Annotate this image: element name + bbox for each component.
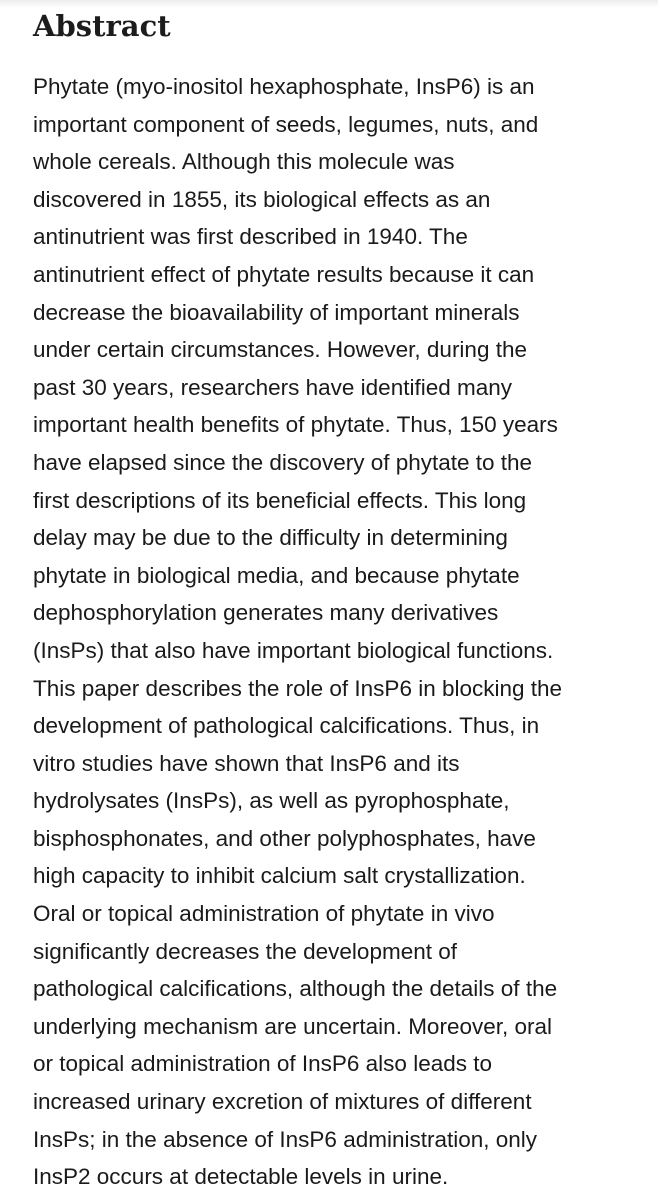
text-line: past 30 years, researchers have identified many [33,374,513,400]
text-line: hydrolysates (InsPs), as well as pyrophosphate, [33,788,510,814]
text-line: discovered in 1855, its biological effects as an [33,186,491,212]
text-line: This paper describes the role of InsP6 in blocking the [33,675,563,701]
text-line: first descriptions of its beneficial effects. This long [33,487,527,513]
text-line: Oral or topical administration of phytate in vivo [33,901,495,927]
text-line: delay may be due to the difficulty in determining [33,525,508,551]
text-line: antinutrient was first described in 1940. The [33,224,468,250]
text-line: or topical administration of InsP6 also leads to [33,1051,492,1077]
top-shadow [0,0,658,8]
text-line: underlying mechanism are uncertain. Moreover, oral [33,1013,553,1039]
text-line: InsP2 occurs at detectable levels in urine. [33,1164,449,1190]
section-heading: Abstract [33,9,171,43]
text-line: development of pathological calcifications. Thus, in [33,713,540,739]
text-line: high capacity to inhibit calcium salt crystallization. [33,863,526,889]
text-line: dephosphorylation generates many derivatives [33,600,499,626]
text-line: important component of seeds, legumes, nuts, and [33,111,539,137]
text-line: decrease the bioavailability of important minerals [33,299,520,325]
text-line: whole cereals. Although this molecule was [33,149,455,175]
text-line: bisphosphonates, and other polyphosphates, have [33,825,536,851]
text-line: vitro studies have shown that InsP6 and its [33,750,460,776]
text-line: have elapsed since the discovery of phytate to the [33,449,533,475]
text-line: significantly decreases the development of [33,938,457,964]
text-line: phytate in biological media, and because phytate [33,562,520,588]
text-line: under certain circumstances. However, during the [33,337,527,363]
text-line: (InsPs) that also have important biological functions. [33,637,554,663]
text-line: pathological calcifications, although the details of the [33,976,558,1002]
text-line: important health benefits of phytate. Thus, 150 years [33,412,558,438]
text-line: antinutrient effect of phytate results because it can [33,261,535,287]
abstract-text [33,68,641,1196]
text-line: increased urinary excretion of mixtures of different [33,1089,532,1115]
text-line: InsPs; in the absence of InsP6 administration, only [33,1126,538,1152]
text-line: Phytate (myo-inositol hexaphosphate, InsP6) is an [33,74,535,99]
